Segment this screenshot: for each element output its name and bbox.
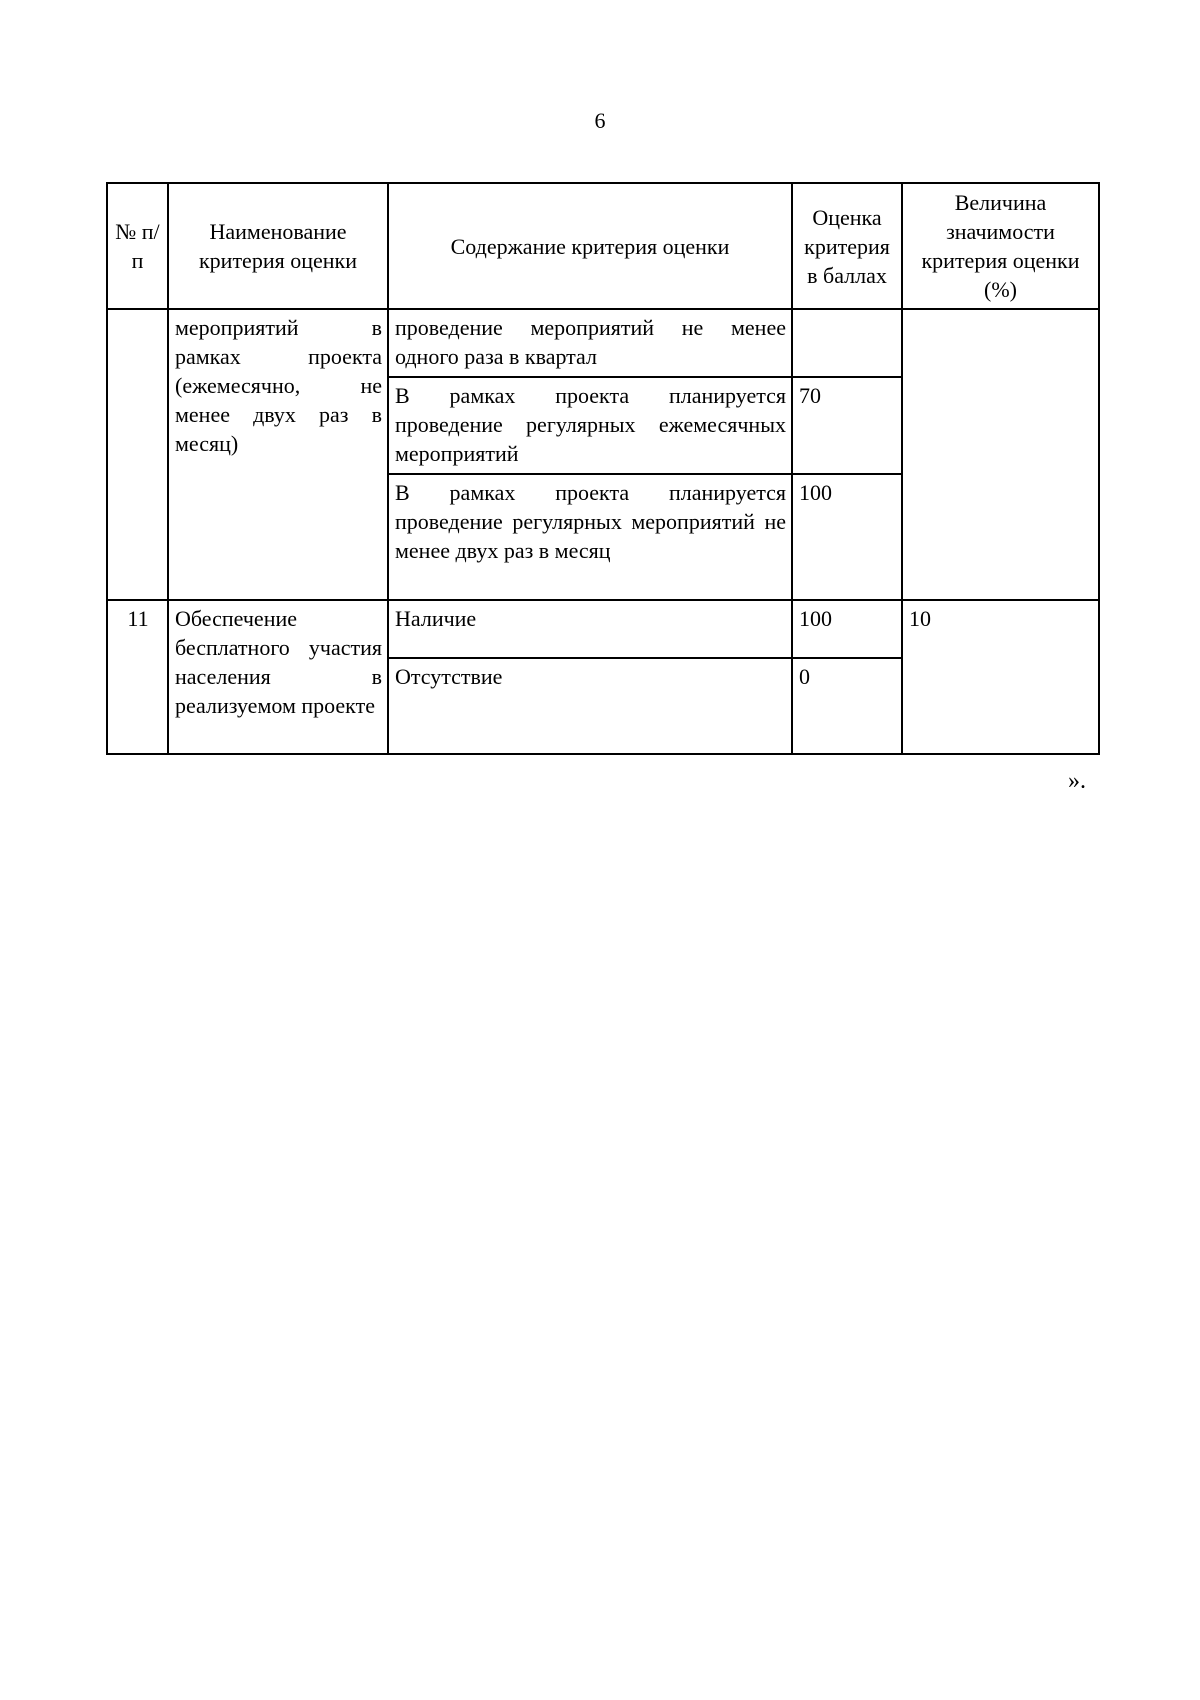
row11-number: 11	[107, 600, 168, 754]
row10-option3-score: 100	[792, 474, 902, 600]
table-row	[107, 600, 1099, 658]
row10-option3-content: В рамках проекта планируется проведение регулярных мероприятий не менее двух раз в месяц	[388, 474, 792, 600]
row11-option1-content: Наличие	[388, 600, 792, 658]
header-number: № п/п	[107, 183, 168, 309]
row11-option2-score: 0	[792, 658, 902, 754]
row10-option2-content: В рамках проекта планируется проведение регулярных ежемесячных мероприятий	[388, 377, 792, 474]
header-score: Оценка критерия в баллах	[792, 183, 902, 309]
row10-option2-score: 70	[792, 377, 902, 474]
row11-option1-score: 100	[792, 600, 902, 658]
table-row	[107, 309, 1099, 377]
row11-name: Обеспечение бесплатного участия населения в реализуемом проекте	[168, 600, 388, 754]
criteria-table	[106, 182, 1100, 755]
row11-option2-content: Отсутствие	[388, 658, 792, 754]
header-criterion-name: Наименование критерия оценки	[168, 183, 388, 309]
header-criterion-content: Содержание критерия оценки	[388, 183, 792, 309]
row11-weight: 10	[902, 600, 1099, 754]
row10-weight	[902, 309, 1099, 600]
page-number: 6	[594, 108, 606, 133]
row10-number	[107, 309, 168, 600]
closing-quote: ».	[1068, 768, 1086, 794]
row10-option1-content: проведение мероприятий не менее одного раза в квартал	[388, 309, 792, 377]
row10-option1-score	[792, 309, 902, 377]
table-header-row	[107, 183, 1099, 309]
header-weight: Величина значимости критерия оценки (%)	[902, 183, 1099, 309]
row10-name: мероприятий в рамках проекта (ежемесячно, не менее двух раз в месяц)	[168, 309, 388, 600]
